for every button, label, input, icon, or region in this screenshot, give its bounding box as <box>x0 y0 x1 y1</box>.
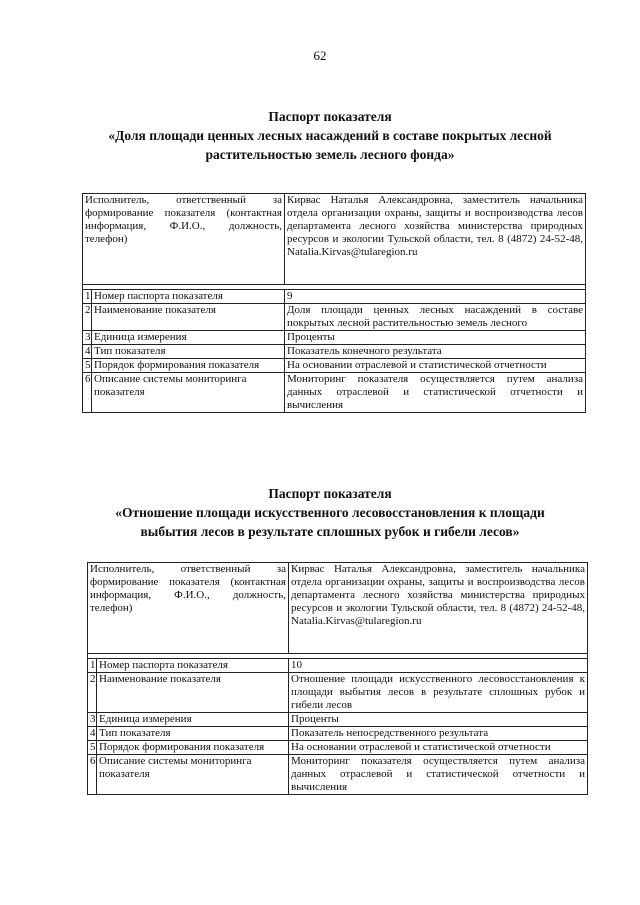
row-value: 9 <box>285 290 586 304</box>
passport-1-title <box>60 107 600 164</box>
row-label: Единица измерения <box>97 713 289 727</box>
table-row <box>88 727 588 741</box>
table-row <box>83 373 586 413</box>
row-value: Мониторинг показателя осуществляется путем анализа данных отраслевой и статистической отчетности и вычисления <box>289 755 588 795</box>
executor-label: Исполнитель, ответственный за формирование показателя (контактная информация, Ф.И.О., должность, телефон) <box>83 194 285 285</box>
passport-heading: Паспорт показателя <box>268 109 392 124</box>
row-number: 2 <box>88 673 97 713</box>
passport-heading: Паспорт показателя <box>268 486 392 501</box>
table-row <box>83 331 586 345</box>
row-number: 1 <box>83 290 92 304</box>
page-number: 62 <box>313 48 327 63</box>
row-value: Доля площади ценных лесных насаждений в составе покрытых лесной растительностью земель лесного <box>285 304 586 331</box>
executor-label: Исполнитель, ответственный за формирование показателя (контактная информация, Ф.И.О., должность, телефон) <box>88 563 289 654</box>
table-row <box>83 345 586 359</box>
row-number: 2 <box>83 304 92 331</box>
row-number: 6 <box>83 373 92 413</box>
row-number: 3 <box>88 713 97 727</box>
row-label: Описание системы мониторинга показателя <box>92 373 285 413</box>
row-number: 6 <box>88 755 97 795</box>
passport-title-line: «Отношение площади искусственного лесовосстановления к площади <box>115 505 545 520</box>
executor-row <box>83 194 586 285</box>
table-row <box>88 673 588 713</box>
row-value: На основании отраслевой и статистической отчетности <box>285 359 586 373</box>
passport-title-line: растительностью земель лесного фонда» <box>205 147 455 162</box>
row-number: 3 <box>83 331 92 345</box>
row-label: Номер паспорта показателя <box>97 659 289 673</box>
row-label: Наименование показателя <box>97 673 289 713</box>
passport-title-line: выбытия лесов в результате сплошных рубок и гибели лесов» <box>140 524 520 539</box>
passport-1-table <box>82 193 586 413</box>
row-value: Показатель непосредственного результата <box>289 727 588 741</box>
row-number: 5 <box>88 741 97 755</box>
row-label: Описание системы мониторинга показателя <box>97 755 289 795</box>
row-value: На основании отраслевой и статистической отчетности <box>289 741 588 755</box>
row-value: Проценты <box>289 713 588 727</box>
row-label: Порядок формирования показателя <box>92 359 285 373</box>
table-row <box>83 359 586 373</box>
row-label: Порядок формирования показателя <box>97 741 289 755</box>
table-row <box>83 290 586 304</box>
executor-value: Кирвас Наталья Александровна, заместитель начальника отдела организации охраны, защиты и воспроизводства лесов департамента лесного хозяйства министерства природных ресурсов и экологии Тульской области, тел. 8 (4872) 24-52-48, Natalia.Kirvas@tularegion.ru <box>289 563 588 654</box>
row-value: Мониторинг показателя осуществляется путем анализа данных отраслевой и статистической отчетности и вычисления <box>285 373 586 413</box>
row-number: 5 <box>83 359 92 373</box>
table-row <box>88 659 588 673</box>
passport-title-line: «Доля площади ценных лесных насаждений в составе покрытых лесной <box>108 128 552 143</box>
row-label: Номер паспорта показателя <box>92 290 285 304</box>
table-row <box>88 713 588 727</box>
table-row <box>88 741 588 755</box>
row-value: 10 <box>289 659 588 673</box>
row-label: Тип показателя <box>97 727 289 741</box>
row-value: Отношение площади искусственного лесовосстановления к площади выбытия лесов в результате сплошных рубок и гибели лесов <box>289 673 588 713</box>
row-label: Наименование показателя <box>92 304 285 331</box>
row-number: 4 <box>88 727 97 741</box>
row-value: Показатель конечного результата <box>285 345 586 359</box>
passport-2-table <box>87 562 588 795</box>
row-number: 1 <box>88 659 97 673</box>
passport-2-title <box>60 484 600 541</box>
table-row <box>88 755 588 795</box>
row-label: Тип показателя <box>92 345 285 359</box>
row-number: 4 <box>83 345 92 359</box>
row-label: Единица измерения <box>92 331 285 345</box>
executor-value: Кирвас Наталья Александровна, заместитель начальника отдела организации охраны, защиты и воспроизводства лесов департамента лесного хозяйства министерства природных ресурсов и экологии Тульской области, тел. 8 (4872) 24-52-48, Natalia.Kirvas@tularegion.ru <box>285 194 586 285</box>
table-row <box>83 304 586 331</box>
row-value: Проценты <box>285 331 586 345</box>
executor-row <box>88 563 588 654</box>
